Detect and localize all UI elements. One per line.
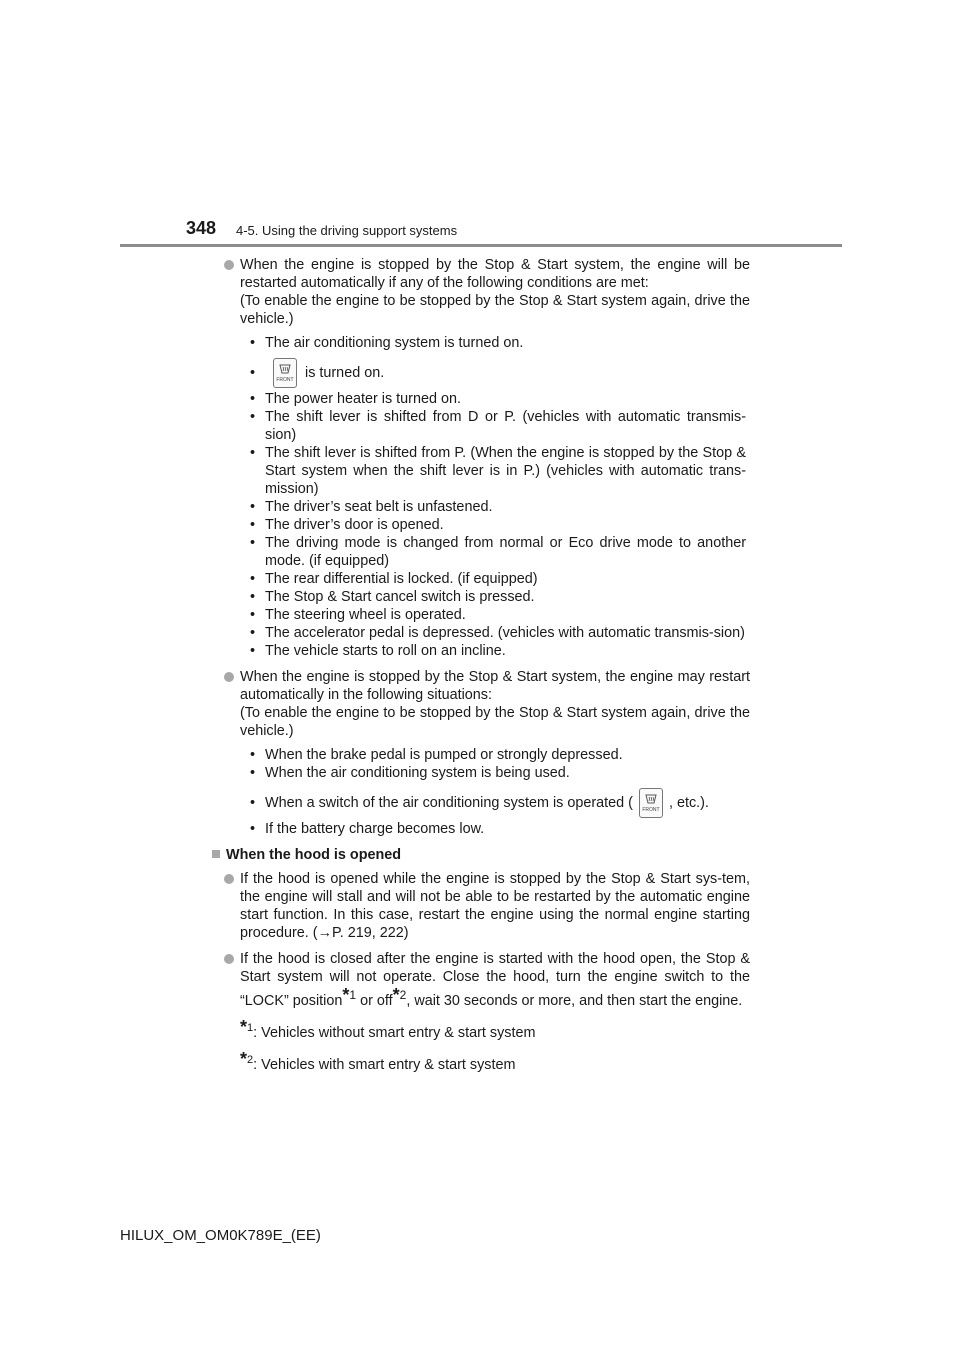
list-item: • The driver’s seat belt is unfastened.	[250, 499, 493, 515]
list-item: • The shift lever is shifted from D or P. (vehicles with automatic transmis-sion)	[250, 409, 746, 443]
footnote-2: *$^2$: Vehicles with smart entry & start system	[240, 1049, 516, 1073]
list-item: • The power heater is turned on.	[250, 391, 461, 407]
list-item: • FRONT is turned on.	[240, 356, 750, 390]
bullet-dot	[224, 672, 234, 682]
list-item: • The driving mode is changed from normal or Eco drive mode to another mode. (if equipped)	[250, 535, 746, 569]
square-bullet	[212, 850, 220, 858]
front-defogger-icon	[273, 358, 297, 388]
hood-paragraph-1: If the hood is opened while the engine is stopped by the Stop & Start sys-tem, the engine will stall and will not be able to be restarted by the automatic engine start function. In this case, restart the engine using the normal engine starting procedure. (→P. 219, 222)	[226, 870, 750, 942]
hood-paragraph-2: If the hood is closed after the engine is started with the hood open, the Stop & Start system will not operate. Close the hood, turn the engine switch to the “LOCK” position*$^1$ or off*$^2$, wait 30 seconds or more, and then start the engine. *$^1$: Vehicles without smart entry & start system *$^2$: Vehicles with smart entry & start system	[226, 950, 750, 1074]
list-item: • When a switch of the air conditioning system is operated ( FRONT , etc.).	[240, 786, 750, 820]
list-item: • The driver’s door is opened.	[250, 517, 444, 533]
list-item: • When the brake pedal is pumped or strongly depressed.	[250, 747, 623, 763]
page-number: 348	[186, 218, 217, 238]
list-item: • The accelerator pedal is depressed. (vehicles with automatic transmis-sion)	[250, 625, 745, 641]
list-item: • When the air conditioning system is being used.	[250, 765, 570, 781]
condition-block-restart	[226, 256, 750, 660]
front-defogger-icon	[639, 788, 663, 818]
bullet-dot	[224, 260, 234, 270]
page-content	[226, 256, 750, 1082]
footnote-1: *$^1$: Vehicles without smart entry & start system	[240, 1017, 536, 1041]
list-item: • The rear differential is locked. (if equipped)	[250, 571, 538, 587]
header-divider	[120, 244, 842, 247]
list-item: • The air conditioning system is turned on.	[250, 335, 524, 351]
list-item: • If the battery charge becomes low.	[250, 821, 485, 837]
svg-text:FRONT: FRONT	[276, 377, 294, 383]
condition-block-may-restart	[226, 668, 750, 838]
may-restart-list	[240, 746, 750, 838]
paragraph: When the engine is stopped by the Stop & Start system, the engine will be restarted automatically if any of the following conditions are met: (To enable the engine to be stopped by the Stop & Start system again, drive the vehicle.)	[240, 257, 750, 327]
restart-conditions-list	[240, 334, 750, 660]
document-code: HILUX_OM_OM0K789E_(EE)	[120, 1227, 321, 1244]
list-item: • The steering wheel is operated.	[250, 607, 466, 623]
svg-text:FRONT: FRONT	[642, 807, 660, 813]
section-heading-hood: When the hood is opened	[212, 846, 750, 864]
list-item: • The shift lever is shifted from P. (When the engine is stopped by the Stop & Start system when the shift lever is in P.) (vehicles with automatic trans-mission)	[250, 445, 746, 497]
section-title: 4-5. Using the driving support systems	[236, 223, 458, 238]
list-item: • The Stop & Start cancel switch is pressed.	[250, 589, 535, 605]
bullet-dot	[224, 954, 234, 964]
paragraph: When the engine is stopped by the Stop & Start system, the engine may restart automatically in the following situations: (To enable the engine to be stopped by the Stop & Start system again, drive the vehicle.)	[240, 669, 750, 739]
bullet-dot	[224, 874, 234, 884]
list-item: • The vehicle starts to roll on an incline.	[250, 643, 506, 659]
